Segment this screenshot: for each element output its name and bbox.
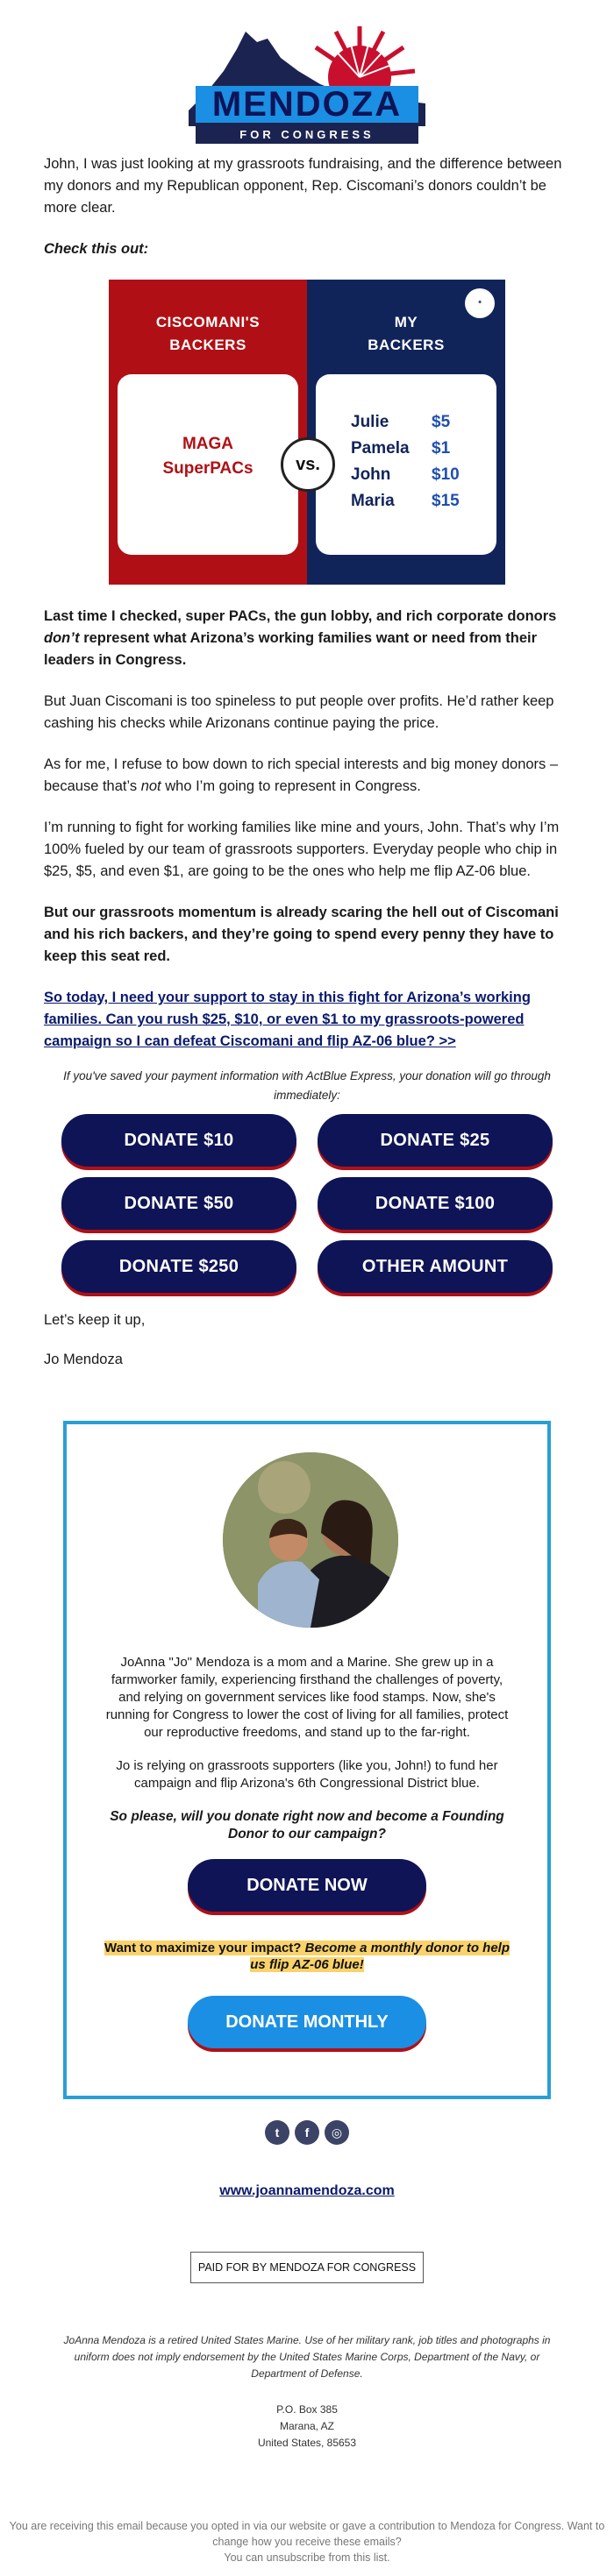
my-backers-panel	[307, 280, 505, 585]
website-link-container	[44, 2183, 570, 2199]
donate-now-button[interactable]: DONATE NOW	[188, 1859, 426, 1912]
military-disclaimer: JoAnna Mendoza is a retired United States Marine. Use of her military rank, job titles and photographs in uniform does not imply endorsement by the United States Marine Corps, Department of the Navy, or Department of Defense.	[63, 2334, 551, 2380]
maga-label: MAGA	[182, 435, 234, 453]
superpacs-label: SuperPACs	[162, 459, 253, 478]
my-backers-heading	[307, 311, 505, 357]
intro-paragraph: John, I was just looking at my grassroots fundraising, and the difference between my donors and my Republican opponent, Rep. Ciscomani’s donors couldn’t be more clear.	[44, 156, 562, 216]
monthly-note-b: Become a monthly donor to help us flip AZ-06 blue!	[250, 1941, 510, 1972]
my-backers-card	[316, 374, 496, 555]
bio-ask: So please, will you donate right now and become a Founding Donor to our campaign?	[110, 1809, 504, 1842]
bio-paragraph-2: Jo is relying on grassroots supporters (like you, John!) to fund her campaign and flip Arizona's 6th Congressional District blue.	[116, 1758, 498, 1791]
backer-name: John	[351, 465, 391, 484]
bio-text	[102, 1654, 512, 1859]
my-heading-line2: BACKERS	[368, 337, 445, 353]
paragraph-grassroots: I’m running to fight for working families like mine and yours, John. That’s why I’m 100% fueled by our team of grassroots supporters. Everyday people who chip in $25, $5, and even $1, are going to be the ones who help me flip AZ-06 blue.	[44, 820, 560, 879]
ask-paragraph	[44, 987, 570, 1053]
p3-text-b: who I’m going to represent in Congress.	[161, 778, 421, 794]
versus-badge: vs.	[281, 437, 335, 492]
address-line-3: United States, 85653	[257, 2437, 357, 2449]
backer-name: Julie	[351, 413, 389, 431]
check-this-out: Check this out:	[44, 241, 149, 257]
backer-name: Maria	[351, 492, 395, 510]
header-logo	[44, 0, 570, 153]
candidate-photo	[223, 1452, 398, 1628]
monthly-note-a: Want to maximize your impact?	[104, 1941, 305, 1955]
other-amount-button[interactable]: OTHER AMOUNT	[318, 1240, 553, 1293]
monthly-donor-note	[102, 1940, 512, 1973]
actblue-note: If you've saved your payment information with ActBlue Express, your donation will go through immediately:	[63, 1069, 551, 1102]
donate-button-grid	[61, 1114, 553, 1293]
social-links	[44, 2120, 570, 2145]
donate-50-button[interactable]: DONATE $50	[61, 1177, 296, 1230]
opponent-backers-list	[118, 432, 298, 481]
campaign-badge-icon: ✦	[465, 288, 495, 318]
p3-text-a: As for me, I refuse to bow down to rich special interests and big money donors – because that’s	[44, 756, 559, 794]
paragraph-super-pacs	[44, 606, 570, 671]
backer-amount: $5	[432, 413, 451, 431]
address-line-1: P.O. Box 385	[276, 2403, 338, 2416]
donor-comparison-graphic	[109, 280, 505, 585]
p1-text-a: Last time I checked, super PACs, the gun lobby, and rich corporate donors	[44, 608, 557, 624]
twitter-icon[interactable]: t	[265, 2120, 289, 2145]
mendoza-logo	[189, 23, 425, 150]
backer-amount: $15	[432, 492, 460, 510]
address-line-2: Marana, AZ	[279, 2420, 335, 2432]
signoff-name: Jo Mendoza	[44, 1352, 123, 1367]
candidate-photo-illustration	[223, 1452, 398, 1628]
facebook-icon[interactable]: f	[295, 2120, 319, 2145]
opponent-heading-line2: BACKERS	[169, 337, 246, 353]
email-footer	[0, 2518, 614, 2565]
paragraph-momentum: But our grassroots momentum is already scaring the hell out of Ciscomani and his rich backers, and they’re going to spend every penny they have to keep this seat red.	[44, 905, 559, 964]
website-link[interactable]: www.joannamendoza.com	[219, 2183, 395, 2198]
donate-ask-link[interactable]: So today, I need your support to stay in this fight for Arizona’s working families. Can you rush $25, $10, or even $1 to my grassroots-powered campaign so I can defeat Ciscomani and flip AZ-06 blue? >>	[44, 990, 531, 1049]
my-heading-line1: MY	[394, 314, 418, 330]
mailing-address	[44, 2402, 570, 2452]
brand-name: MENDOZA	[211, 85, 403, 124]
donate-10-button[interactable]: DONATE $10	[61, 1114, 296, 1167]
p3-emphasis: not	[140, 778, 161, 794]
opponent-heading-line1: CISCOMANI'S	[155, 314, 261, 330]
instagram-icon[interactable]: ◎	[325, 2120, 349, 2145]
signoff-line: Let’s keep it up,	[44, 1312, 146, 1328]
opponent-backers-panel	[109, 280, 307, 585]
paid-for-disclaimer: PAID FOR BY MENDOZA FOR CONGRESS	[190, 2252, 424, 2283]
brand-tagline: FOR CONGRESS	[239, 128, 375, 141]
bio-paragraph-1: JoAnna "Jo" Mendoza is a mom and a Marine. She grew up in a farmworker family, experiencing firsthand the challenges of poverty, and relying on government services like food stamps. Now, she's running for Congress to lower the cost of living for all families, protect our reproductive freedoms, and stand up to the far-right.	[105, 1655, 509, 1740]
paragraph-refuse	[44, 754, 570, 798]
backer-name: Pamela	[351, 439, 410, 458]
opponent-backers-card	[118, 374, 298, 555]
bio-card	[63, 1421, 551, 2099]
unsubscribe-link[interactable]: You can unsubscribe from this list.	[224, 2551, 390, 2564]
footer-optin-text: You are receiving this email because you opted in via our website or gave a contribution to Mendoza for Congress. Want to change how you receive these emails?	[9, 2520, 605, 2548]
p1-text-b: represent what Arizona’s working families want or need from their leaders in Congress.	[44, 630, 538, 668]
p1-emphasis: don’t	[44, 630, 80, 646]
opponent-backers-heading	[109, 311, 307, 357]
backer-amount: $1	[432, 439, 451, 458]
donate-100-button[interactable]: DONATE $100	[318, 1177, 553, 1230]
backer-amount: $10	[432, 465, 460, 484]
donate-25-button[interactable]: DONATE $25	[318, 1114, 553, 1167]
monthly-note-highlight	[104, 1941, 510, 1972]
donate-250-button[interactable]: DONATE $250	[61, 1240, 296, 1293]
donate-monthly-button[interactable]: DONATE MONTHLY	[188, 1996, 426, 2048]
paragraph-ciscomani: But Juan Ciscomani is too spineless to put people over profits. He’d rather keep cashing his checks while Arizonans continue paying the price.	[44, 693, 554, 731]
